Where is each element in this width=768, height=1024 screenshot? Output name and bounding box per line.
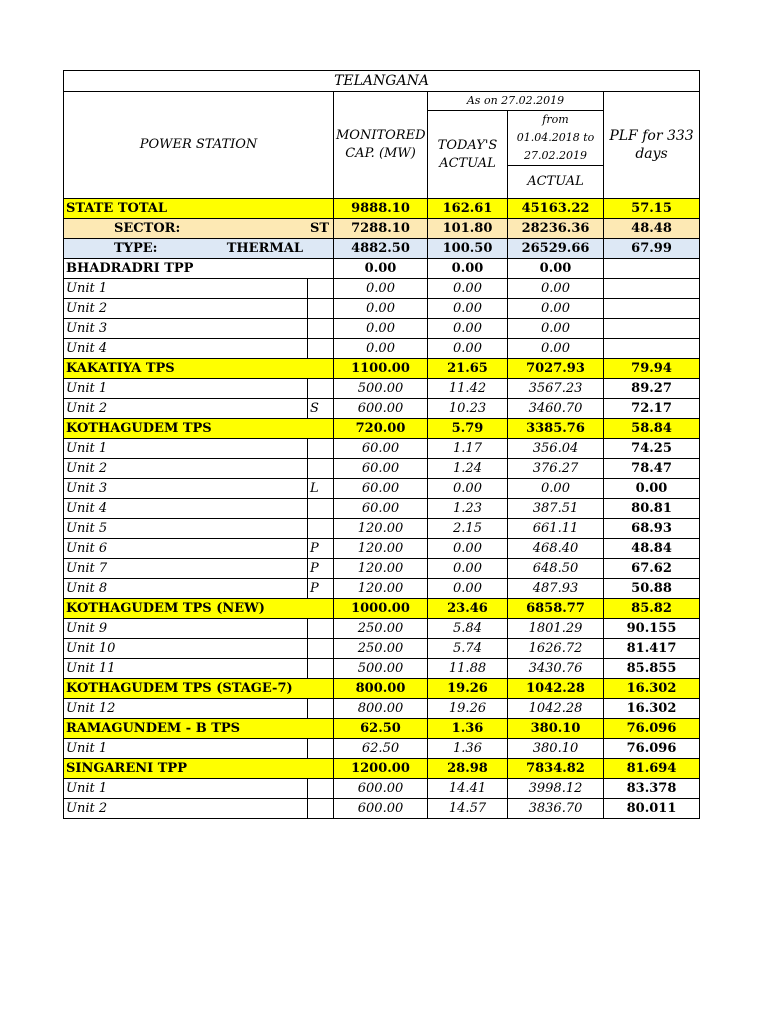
monitored-cap: 600.00 xyxy=(334,399,428,419)
unit-row xyxy=(64,379,700,399)
header-monitored-cap: MONITORED CAP. (MW) xyxy=(334,92,428,199)
cumulative-actual: 468.40 xyxy=(508,539,604,559)
cumulative-actual: 487.93 xyxy=(508,579,604,599)
plf-value: 76.096 xyxy=(604,719,700,739)
type-value: THERMAL xyxy=(226,240,303,256)
plf-value: 83.378 xyxy=(604,779,700,799)
monitored-cap: 1100.00 xyxy=(334,359,428,379)
todays-actual: 0.00 xyxy=(428,299,508,319)
cumulative-actual: 0.00 xyxy=(508,259,604,279)
station-name: KAKATIYA TPS xyxy=(64,359,334,379)
cumulative-actual: 356.04 xyxy=(508,439,604,459)
plf-value: 81.417 xyxy=(604,639,700,659)
todays-actual: 5.79 xyxy=(428,419,508,439)
unit-row xyxy=(64,779,700,799)
unit-name: Unit 9 xyxy=(64,619,308,639)
state-total-today: 162.61 xyxy=(428,199,508,219)
todays-actual: 21.65 xyxy=(428,359,508,379)
unit-row xyxy=(64,539,700,559)
plf-value: 67.62 xyxy=(604,559,700,579)
todays-actual: 1.17 xyxy=(428,439,508,459)
type-cell xyxy=(64,239,334,259)
unit-name: Unit 3 xyxy=(64,479,308,499)
todays-actual: 0.00 xyxy=(428,579,508,599)
monitored-cap: 1000.00 xyxy=(334,599,428,619)
unit-name: Unit 5 xyxy=(64,519,308,539)
cumulative-actual: 380.10 xyxy=(508,739,604,759)
unit-row xyxy=(64,639,700,659)
header-power-station: POWER STATION xyxy=(64,92,334,199)
cumulative-actual: 1042.28 xyxy=(508,699,604,719)
plf-value xyxy=(604,339,700,359)
sector-code: ST xyxy=(309,220,329,236)
unit-status-mark xyxy=(308,659,334,679)
todays-actual: 23.46 xyxy=(428,599,508,619)
monitored-cap: 60.00 xyxy=(334,459,428,479)
monitored-cap: 250.00 xyxy=(334,619,428,639)
todays-actual: 5.74 xyxy=(428,639,508,659)
unit-status-mark xyxy=(308,779,334,799)
state-total-plf: 57.15 xyxy=(604,199,700,219)
plf-value xyxy=(604,319,700,339)
monitored-cap: 0.00 xyxy=(334,299,428,319)
monitored-cap: 600.00 xyxy=(334,799,428,819)
todays-actual: 1.23 xyxy=(428,499,508,519)
unit-status-mark xyxy=(308,699,334,719)
unit-status-mark: P xyxy=(308,559,334,579)
unit-name: Unit 2 xyxy=(64,459,308,479)
station-name: KOTHAGUDEM TPS (NEW) xyxy=(64,599,334,619)
unit-row xyxy=(64,519,700,539)
todays-actual: 1.24 xyxy=(428,459,508,479)
unit-row xyxy=(64,439,700,459)
unit-name: Unit 11 xyxy=(64,659,308,679)
unit-name: Unit 1 xyxy=(64,279,308,299)
unit-status-mark: S xyxy=(308,399,334,419)
station-name: KOTHAGUDEM TPS (STAGE-7) xyxy=(64,679,334,699)
unit-row xyxy=(64,479,700,499)
cumulative-actual: 3430.76 xyxy=(508,659,604,679)
cumulative-actual: 3836.70 xyxy=(508,799,604,819)
monitored-cap: 500.00 xyxy=(334,659,428,679)
unit-status-mark: P xyxy=(308,539,334,559)
plf-value: 80.011 xyxy=(604,799,700,819)
monitored-cap: 800.00 xyxy=(334,699,428,719)
unit-status-mark xyxy=(308,319,334,339)
unit-status-mark xyxy=(308,279,334,299)
plf-value xyxy=(604,259,700,279)
unit-status-mark xyxy=(308,299,334,319)
unit-row xyxy=(64,299,700,319)
todays-actual: 19.26 xyxy=(428,699,508,719)
monitored-cap: 0.00 xyxy=(334,339,428,359)
unit-status-mark xyxy=(308,459,334,479)
plf-value: 48.84 xyxy=(604,539,700,559)
monitored-cap: 500.00 xyxy=(334,379,428,399)
cumulative-actual: 3385.76 xyxy=(508,419,604,439)
monitored-cap: 60.00 xyxy=(334,439,428,459)
monitored-cap: 600.00 xyxy=(334,779,428,799)
sector-actual: 28236.36 xyxy=(508,219,604,239)
plf-value: 89.27 xyxy=(604,379,700,399)
todays-actual: 0.00 xyxy=(428,539,508,559)
todays-actual: 0.00 xyxy=(428,479,508,499)
type-row xyxy=(64,239,700,259)
unit-name: Unit 3 xyxy=(64,319,308,339)
cumulative-actual: 7027.93 xyxy=(508,359,604,379)
cumulative-actual: 1042.28 xyxy=(508,679,604,699)
unit-name: Unit 10 xyxy=(64,639,308,659)
plf-value: 90.155 xyxy=(604,619,700,639)
plf-value: 78.47 xyxy=(604,459,700,479)
cumulative-actual: 6858.77 xyxy=(508,599,604,619)
station-name: RAMAGUNDEM - B TPS xyxy=(64,719,334,739)
todays-actual: 14.57 xyxy=(428,799,508,819)
cumulative-actual: 376.27 xyxy=(508,459,604,479)
plf-value: 68.93 xyxy=(604,519,700,539)
cumulative-actual: 0.00 xyxy=(508,299,604,319)
cumulative-actual: 3998.12 xyxy=(508,779,604,799)
monitored-cap: 800.00 xyxy=(334,679,428,699)
cumulative-actual: 0.00 xyxy=(508,319,604,339)
todays-actual: 1.36 xyxy=(428,739,508,759)
plf-value: 81.694 xyxy=(604,759,700,779)
state-title: TELANGANA xyxy=(64,71,700,92)
state-total-label: STATE TOTAL xyxy=(64,199,334,219)
cumulative-actual: 1626.72 xyxy=(508,639,604,659)
todays-actual: 14.41 xyxy=(428,779,508,799)
station-row xyxy=(64,679,700,699)
unit-row xyxy=(64,739,700,759)
todays-actual: 0.00 xyxy=(428,259,508,279)
monitored-cap: 1200.00 xyxy=(334,759,428,779)
station-name: SINGARENI TPP xyxy=(64,759,334,779)
state-total-cap: 9888.10 xyxy=(334,199,428,219)
station-name: BHADRADRI TPP xyxy=(64,259,334,279)
unit-status-mark xyxy=(308,379,334,399)
header-todays-actual: TODAY'S ACTUAL xyxy=(428,111,508,199)
monitored-cap: 0.00 xyxy=(334,259,428,279)
unit-row xyxy=(64,459,700,479)
plf-value: 85.82 xyxy=(604,599,700,619)
unit-row xyxy=(64,799,700,819)
unit-name: Unit 4 xyxy=(64,499,308,519)
header-plf: PLF for 333 days xyxy=(604,92,700,199)
sector-cell xyxy=(64,219,334,239)
cumulative-actual: 1801.29 xyxy=(508,619,604,639)
unit-row xyxy=(64,699,700,719)
state-total-row xyxy=(64,199,700,219)
unit-name: Unit 2 xyxy=(64,399,308,419)
todays-actual: 0.00 xyxy=(428,339,508,359)
todays-actual: 1.36 xyxy=(428,719,508,739)
unit-row xyxy=(64,579,700,599)
cumulative-actual: 3460.70 xyxy=(508,399,604,419)
station-row xyxy=(64,419,700,439)
plf-value: 85.855 xyxy=(604,659,700,679)
todays-actual: 0.00 xyxy=(428,319,508,339)
cumulative-actual: 0.00 xyxy=(508,339,604,359)
unit-status-mark: P xyxy=(308,579,334,599)
sector-label: SECTOR: xyxy=(114,220,181,236)
unit-name: Unit 12 xyxy=(64,699,308,719)
sector-row xyxy=(64,219,700,239)
station-row xyxy=(64,259,700,279)
unit-status-mark xyxy=(308,799,334,819)
todays-actual: 5.84 xyxy=(428,619,508,639)
unit-name: Unit 6 xyxy=(64,539,308,559)
monitored-cap: 60.00 xyxy=(334,499,428,519)
todays-actual: 10.23 xyxy=(428,399,508,419)
monitored-cap: 0.00 xyxy=(334,279,428,299)
todays-actual: 11.88 xyxy=(428,659,508,679)
cumulative-actual: 387.51 xyxy=(508,499,604,519)
plf-value: 79.94 xyxy=(604,359,700,379)
cumulative-actual: 0.00 xyxy=(508,479,604,499)
header-period: from 01.04.2018 to 27.02.2019 xyxy=(508,111,604,166)
type-today: 100.50 xyxy=(428,239,508,259)
unit-row xyxy=(64,499,700,519)
unit-status-mark xyxy=(308,639,334,659)
plf-value: 74.25 xyxy=(604,439,700,459)
plf-value: 0.00 xyxy=(604,479,700,499)
todays-actual: 11.42 xyxy=(428,379,508,399)
cumulative-actual: 0.00 xyxy=(508,279,604,299)
station-name: KOTHAGUDEM TPS xyxy=(64,419,334,439)
state-total-actual: 45163.22 xyxy=(508,199,604,219)
station-row xyxy=(64,359,700,379)
plf-table xyxy=(63,70,700,819)
todays-actual: 28.98 xyxy=(428,759,508,779)
unit-row xyxy=(64,659,700,679)
sector-plf: 48.48 xyxy=(604,219,700,239)
unit-status-mark xyxy=(308,499,334,519)
monitored-cap: 62.50 xyxy=(334,719,428,739)
todays-actual: 0.00 xyxy=(428,559,508,579)
header-actual: ACTUAL xyxy=(508,166,604,199)
unit-row xyxy=(64,339,700,359)
unit-status-mark: L xyxy=(308,479,334,499)
unit-row xyxy=(64,319,700,339)
type-plf: 67.99 xyxy=(604,239,700,259)
sector-cap: 7288.10 xyxy=(334,219,428,239)
todays-actual: 0.00 xyxy=(428,279,508,299)
monitored-cap: 120.00 xyxy=(334,579,428,599)
unit-name: Unit 1 xyxy=(64,439,308,459)
station-row xyxy=(64,599,700,619)
unit-name: Unit 4 xyxy=(64,339,308,359)
unit-status-mark xyxy=(308,339,334,359)
unit-status-mark xyxy=(308,439,334,459)
type-label: TYPE: xyxy=(114,240,158,256)
unit-name: Unit 2 xyxy=(64,299,308,319)
unit-row xyxy=(64,619,700,639)
unit-name: Unit 2 xyxy=(64,799,308,819)
monitored-cap: 250.00 xyxy=(334,639,428,659)
plf-value: 16.302 xyxy=(604,699,700,719)
type-cap: 4882.50 xyxy=(334,239,428,259)
monitored-cap: 720.00 xyxy=(334,419,428,439)
plf-value: 58.84 xyxy=(604,419,700,439)
monitored-cap: 62.50 xyxy=(334,739,428,759)
monitored-cap: 120.00 xyxy=(334,519,428,539)
monitored-cap: 120.00 xyxy=(334,539,428,559)
plf-value: 50.88 xyxy=(604,579,700,599)
sector-today: 101.80 xyxy=(428,219,508,239)
plf-value: 76.096 xyxy=(604,739,700,759)
cumulative-actual: 7834.82 xyxy=(508,759,604,779)
plf-value: 16.302 xyxy=(604,679,700,699)
unit-name: Unit 8 xyxy=(64,579,308,599)
todays-actual: 2.15 xyxy=(428,519,508,539)
plf-value xyxy=(604,279,700,299)
station-row xyxy=(64,719,700,739)
unit-status-mark xyxy=(308,739,334,759)
unit-status-mark xyxy=(308,519,334,539)
unit-name: Unit 7 xyxy=(64,559,308,579)
unit-row xyxy=(64,279,700,299)
plf-value: 72.17 xyxy=(604,399,700,419)
header-as-on: As on 27.02.2019 xyxy=(428,92,604,111)
cumulative-actual: 3567.23 xyxy=(508,379,604,399)
cumulative-actual: 661.11 xyxy=(508,519,604,539)
unit-row xyxy=(64,399,700,419)
station-row xyxy=(64,759,700,779)
todays-actual: 19.26 xyxy=(428,679,508,699)
unit-name: Unit 1 xyxy=(64,379,308,399)
type-actual: 26529.66 xyxy=(508,239,604,259)
plf-value: 80.81 xyxy=(604,499,700,519)
monitored-cap: 120.00 xyxy=(334,559,428,579)
unit-status-mark xyxy=(308,619,334,639)
unit-name: Unit 1 xyxy=(64,739,308,759)
monitored-cap: 60.00 xyxy=(334,479,428,499)
plf-value xyxy=(604,299,700,319)
cumulative-actual: 380.10 xyxy=(508,719,604,739)
unit-row xyxy=(64,559,700,579)
monitored-cap: 0.00 xyxy=(334,319,428,339)
cumulative-actual: 648.50 xyxy=(508,559,604,579)
unit-name: Unit 1 xyxy=(64,779,308,799)
